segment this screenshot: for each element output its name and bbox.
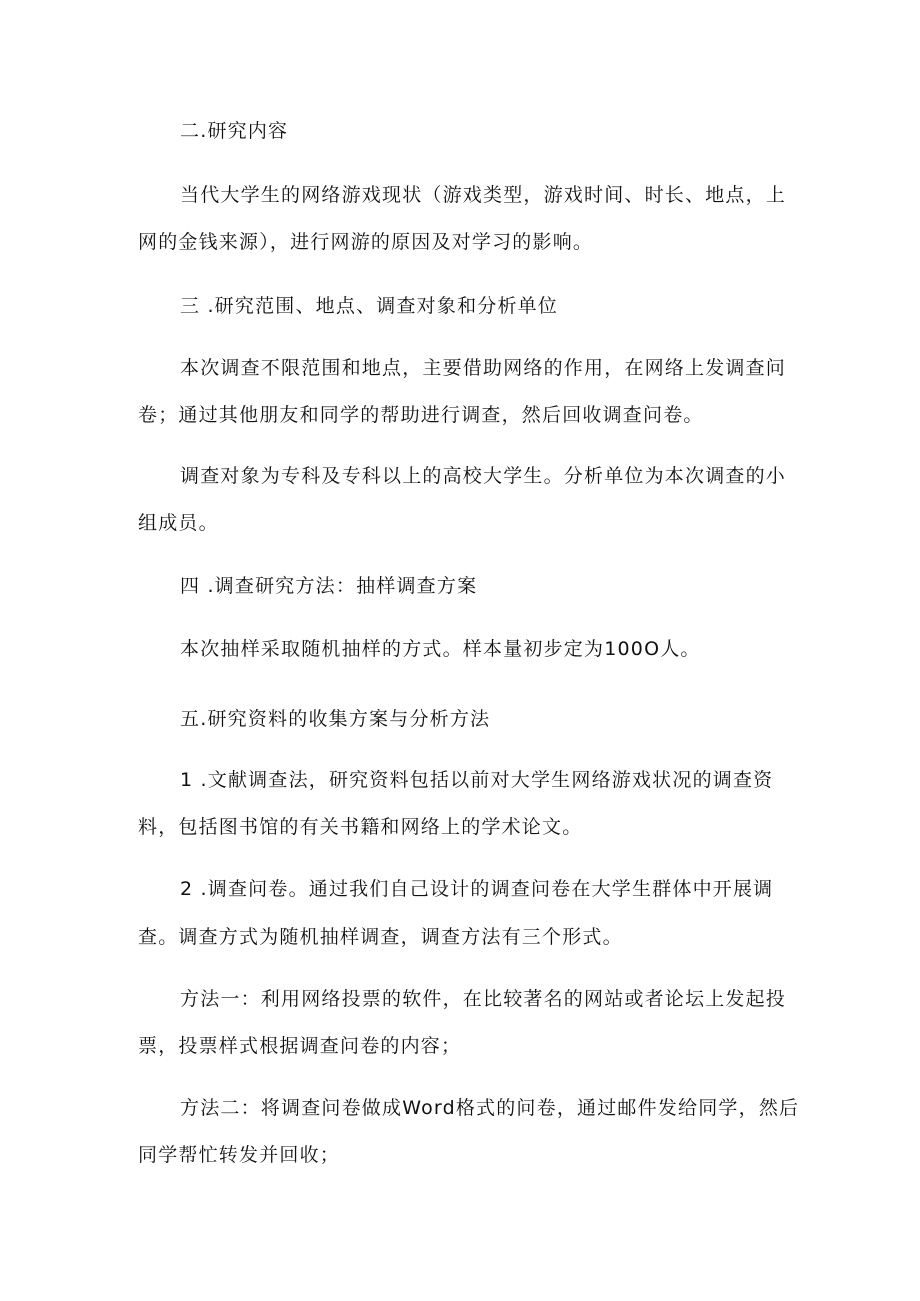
heading-data-collection: 五.研究资料的收集方案与分析方法	[180, 708, 491, 730]
paragraph-line: 票，投票样式根据调查问卷的内容；	[138, 1035, 462, 1057]
paragraph-line: 网的金钱来源），进行网游的原因及对学习的影响。	[138, 231, 594, 253]
paragraph-line: 同学帮忙转发并回收；	[138, 1144, 341, 1166]
paragraph-line: 卷；通过其他朋友和同学的帮助进行调查，然后回收调查问卷。	[138, 404, 704, 426]
paragraph-line: 1 .文献调查法，研究资料包括以前对大学生网络游戏状况的调查资	[180, 769, 774, 791]
paragraph-line: 调查对象为专科及专科以上的高校大学生。分析单位为本次调查的小	[180, 465, 787, 487]
heading-research-method: 四 .调查研究方法：抽样调查方案	[180, 575, 478, 597]
heading-research-scope: 三 .研究范围、地点、调查对象和分析单位	[180, 295, 559, 317]
paragraph-line: 料，包括图书馆的有关书籍和网络上的学术论文。	[138, 816, 583, 838]
paragraph-line: 本次调查不限范围和地点，主要借助网络的作用，在网络上发调查问	[180, 357, 787, 379]
paragraph-line: 方法二：将调查问卷做成Word格式的问卷，通过邮件发给同学，然后	[180, 1097, 800, 1119]
paragraph-line: 2 .调查问卷。通过我们自己设计的调查问卷在大学生群体中开展调	[180, 878, 774, 900]
paragraph-line: 查。调查方式为随机抽样调查，调查方法有三个形式。	[138, 926, 623, 948]
heading-research-content: 二.研究内容	[180, 120, 289, 142]
paragraph-line: 当代大学生的网络游戏现状（游戏类型，游戏时间、时长、地点，上	[180, 184, 787, 206]
paragraph-line: 组成员。	[138, 512, 219, 534]
paragraph-line: 本次抽样采取随机抽样的方式。样本量初步定为100O人。	[180, 638, 701, 660]
paragraph-line: 方法一：利用网络投票的软件，在比较著名的网站或者论坛上发起投	[180, 988, 787, 1010]
